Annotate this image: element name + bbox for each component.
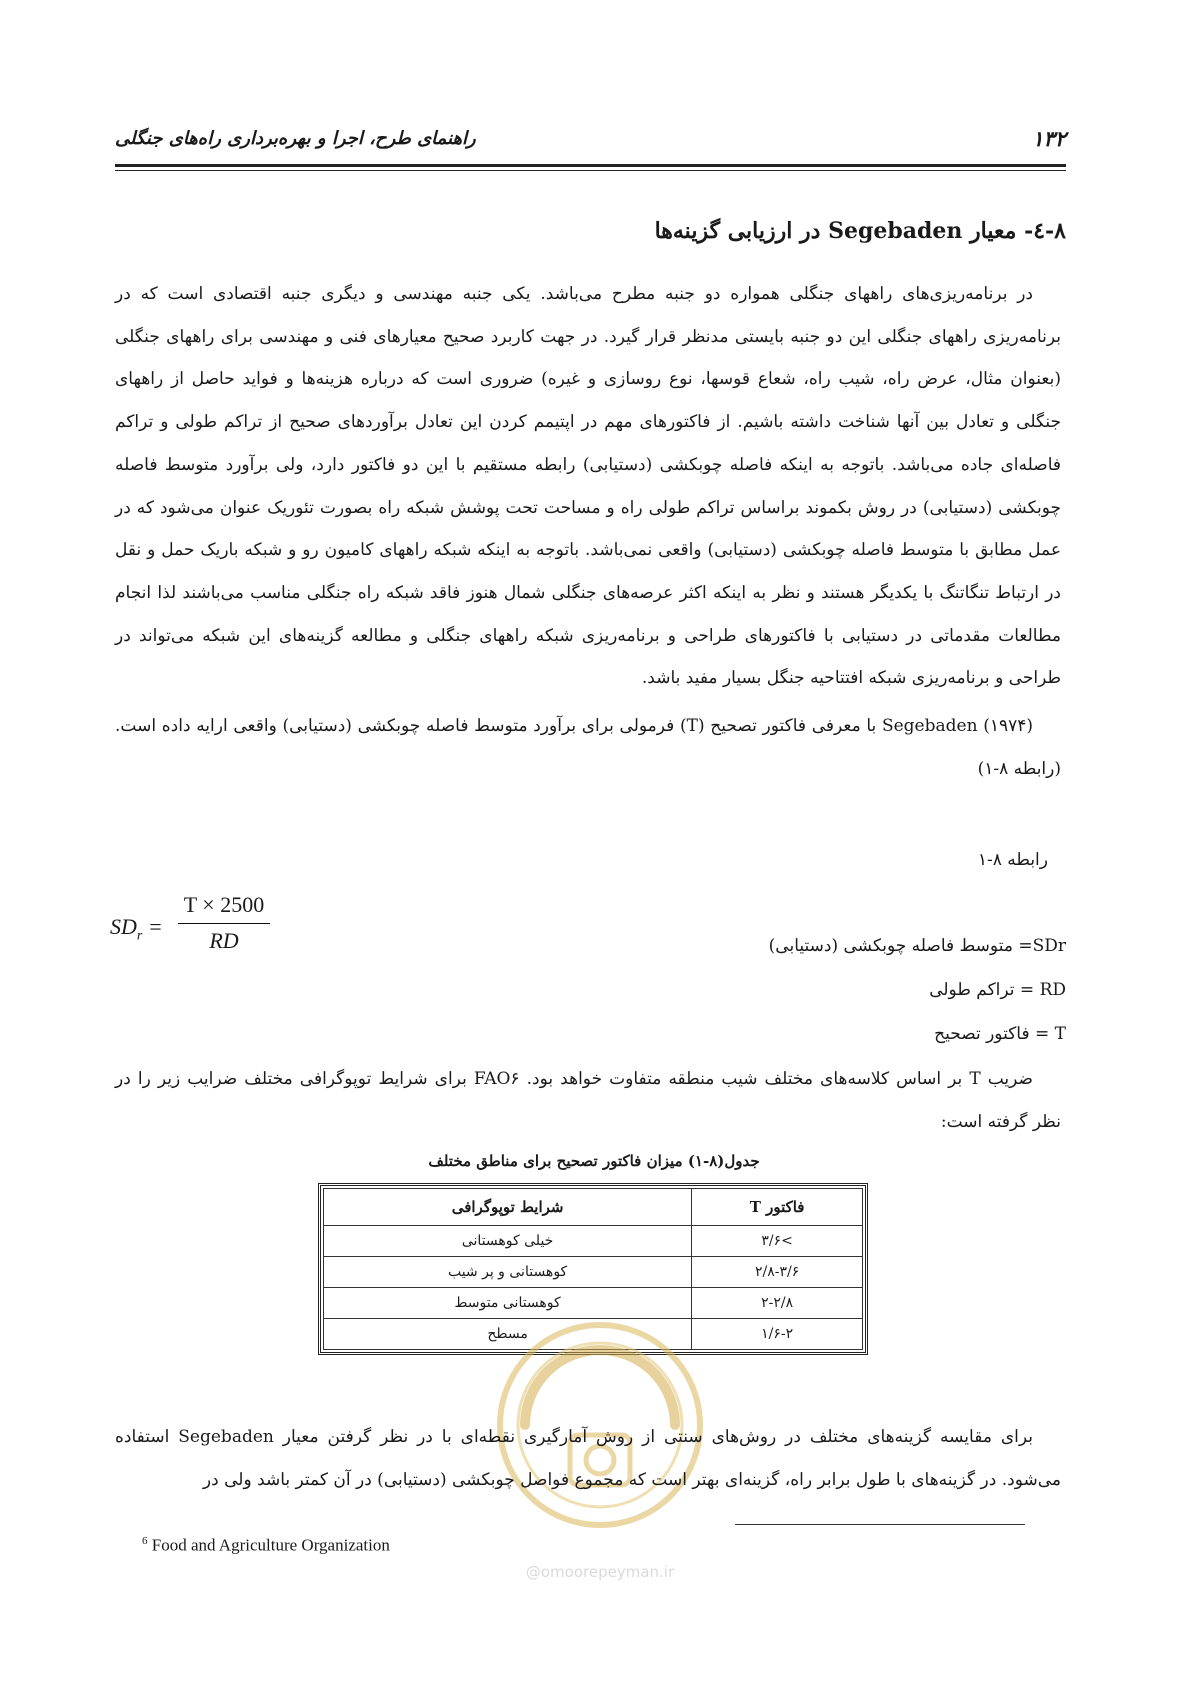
footnote [142,1535,390,1556]
table-cell-factor: ۲/۸-۳/۶ [692,1257,863,1288]
formula [110,890,310,970]
definition-t: T = فاکتور تصحیح [934,1024,1066,1044]
footnote-rule [735,1524,1025,1525]
equation-label: رابطه ۸-۱ [977,850,1048,870]
table-cell-topography: مسطح [324,1319,692,1350]
table-header-factor: فاکتور T [692,1189,863,1226]
header-rule-thin [115,170,1066,171]
book-title: راهنمای طرح، اجرا و بهره‌برداری راه‌های جنگلی [115,128,476,149]
section-heading: ۸-٤- معیار Segebaden در ارزیابی گزینه‌ها [654,218,1066,244]
table-cell-topography: خیلی کوهستانی [324,1226,692,1257]
table-cell-factor: ۱/۶-۲ [692,1319,863,1350]
footnote-text: Food and Agriculture Organization [151,1535,390,1555]
table-header-topography: شرایط توپوگرافی [324,1189,692,1226]
header-rule-thick [115,164,1066,167]
paragraph-intro: در برنامه‌ریزی‌های راههای جنگلی همواره دو جنبه مطرح می‌باشد. یکی جنبه مهندسی و دیگری جنبه اقتصادی است که در برنامه‌ریزی راههای جنگلی این دو جنبه بایستی مدنظر قرار گیرد. در جهت کاربرد صحیح معیارهای فنی و مهندسی برای راههای جنگلی (بعنوان مثال، عرض راه، شیب راه، شعاع قوسها، نوع روسازی و غیره) ضروری است که درباره هزینه‌ها و فواید حاصل از راههای جنگلی و تعادل بین آنها شناخت داشته باشیم. از فاکتورهای مهم در اپتیمم کردن این تعادل برآوردهای صحیح از تراکم طولی و تراکم فاصله‌ای جاده می‌باشد. باتوجه به اینکه فاصله چوبکشی (دستیابی) رابطه مستقیم با این دو فاکتور دارد، ولی برآورد متوسط فاصله چوبکشی (دستیابی) در روش بکموند براساس تراکم طولی راه و مساحت تحت پوشش شبکه راه بصورت تئوریک عنوان می‌شود که در عمل مطابق با متوسط فاصله چوبکشی (دستیابی) واقعی نمی‌باشد. باتوجه به اینکه شبکه راههای کامیون رو و شبکه باریک حمل و نقل در ارتباط تنگاتنگ با یکدیگر هستند و نظر به اینکه اکثر عرصه‌های جنگلی شمال هنوز فاقد شبکه راه جنگلی مناسب می‌باشند لذا انجام مطالعات مقدماتی در دستیابی با فاکتورهای طراحی و برنامه‌ریزی شبکه راههای جنگلی و مطالعه گزینه‌های این شبکه می‌تواند در طراحی و برنامه‌ریزی شبکه افتتاحیه جنگل بسیار مفید باشد. [115,284,1061,689]
definition-sdr: SDr= متوسط فاصله چوبکشی (دستیابی) [768,936,1066,956]
paragraph-segebaden: Segebaden (۱۹۷۴) با معرفی فاکتور تصحیح (T) فرمولی برای برآورد متوسط فاصله چوبکشی (دستیابی) واقعی ارایه داده است. (رابطه ۸-۱) [115,716,1061,779]
table-caption: جدول(۸-۱) میزان فاکتور تصحیح برای مناطق مختلف [428,1152,760,1170]
formula-numerator: T × 2500 [183,892,265,917]
definition-rd: RD = تراکم طولی [929,980,1066,1000]
footnote-mark: 6 [142,1535,148,1547]
paragraph-comparison: برای مقایسه گزینه‌های مختلف در روش‌های سنتی از روش آمارگیری نقطه‌ای با در نظر گرفتن معیار Segebaden استفاده می‌شود. در گزینه‌های با طول برابر راه، گزینه‌ای بهتر است که مجموع فواصل چوبکشی (دستیابی) در آن کمتر باشد ولی در [115,1427,1061,1490]
table-cell-factor: ۲-۲/۸ [692,1288,863,1319]
table-cell-topography: کوهستانی متوسط [324,1288,692,1319]
table-cell-topography: کوهستانی و پر شیب [324,1257,692,1288]
formula-denominator: RD [209,928,239,953]
table-cell-factor: >۳/۶ [692,1226,863,1257]
table-row [324,1226,863,1257]
watermark-url: @omoorepeyman.ir [525,1563,675,1581]
fraction-bar [178,923,270,924]
paragraph-fao: ضریب T بر اساس کلاسه‌های مختلف شیب منطقه متفاوت خواهد بود. FAO۶ برای شرایط توپوگرافی مختلف ضرایب زیر را در نظر گرفته است: [115,1069,1061,1132]
table-row [324,1257,863,1288]
table-header-row [324,1189,863,1226]
formula-lhs: $SD_r$ = [110,914,163,944]
page-number: ۱۳۲ [1032,126,1066,151]
running-header [115,118,1066,168]
